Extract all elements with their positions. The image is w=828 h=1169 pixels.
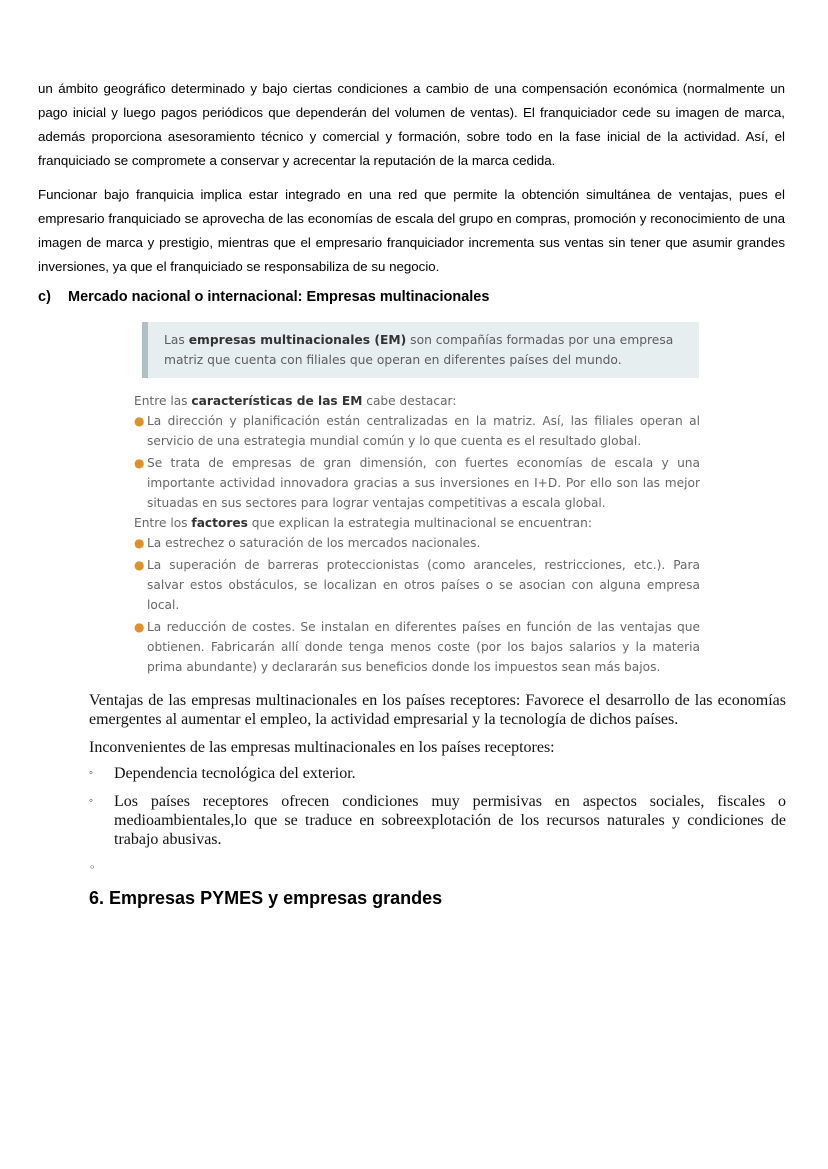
list-item-text: La dirección y planificación están centralizadas en la matriz. Así, las filiales operan al servicio de una estrategia mundial común y lo que cuenta es el resultado global. xyxy=(147,414,700,448)
factors-list xyxy=(134,533,700,677)
factors-intro-suffix: que explican la estrategia multinacional se encuentran: xyxy=(247,516,592,530)
list-item xyxy=(134,533,700,553)
characteristics-intro-prefix: Entre las xyxy=(134,394,192,408)
disadvantages-intro: Inconvenientes de las empresas multinacionales en los países receptores: xyxy=(89,739,555,756)
bullet-icon: ● xyxy=(134,536,145,550)
section-c-label: c) xyxy=(38,289,51,305)
empty-bullet-icon: ◦ xyxy=(89,861,96,874)
circle-bullet-icon: ◦ xyxy=(89,767,93,779)
factors-intro-prefix: Entre los xyxy=(134,516,192,530)
list-item xyxy=(134,617,700,677)
list-item-text: Los países receptores ofrecen condiciones muy permisivas en aspectos sociales, fiscales o medioambientales,lo que se traduce en sobreexplotación de los recursos naturales y condiciones de trabajo abusivas. xyxy=(114,793,786,848)
characteristics-list xyxy=(134,411,700,513)
list-item xyxy=(134,411,700,451)
factors-intro-bold: factores xyxy=(191,516,248,530)
list-item-text: Se trata de empresas de gran dimensión, con fuertes economías de escala y una importante actividad innovadora gracias a sus inversiones en I+D. Por ello son las mejor situadas en sus sectores para lograr ventajas competitivas a escala global. xyxy=(147,456,700,510)
list-item xyxy=(89,792,786,849)
section-c-title: Mercado nacional o internacional: Empresas multinacionales xyxy=(68,289,490,305)
franchise-paragraph-1: un ámbito geográfico determinado y bajo ciertas condiciones a cambio de una compensación económica (normalmente un pago inicial y luego pagos periódicos que dependerán del volumen de ventas). El franquiciador cede su imagen de marca, además proporciona asesoramiento técnico y comercial y formación, sobre todo en la fase inicial de la actividad. Así, el franquiciado se compromete a conservar y acrecentar la reputación de la marca cedida. xyxy=(38,81,785,168)
definition-suffix: son compañías formadas por una empresa matriz que cuenta con filiales que operan en diferentes países del mundo. xyxy=(164,333,674,367)
bullet-icon: ● xyxy=(134,414,145,428)
bullet-icon: ● xyxy=(134,558,145,572)
definition-callout xyxy=(142,322,699,378)
list-item-text: La estrechez o saturación de los mercados nacionales. xyxy=(147,536,481,550)
list-item xyxy=(134,555,700,615)
textbook-excerpt xyxy=(134,391,700,677)
bullet-icon: ● xyxy=(134,456,145,470)
section-6-title: 6. Empresas PYMES y empresas grandes xyxy=(89,888,443,908)
list-item-text: La superación de barreras proteccionistas (como aranceles, restricciones, etc.). Para salvar estos obstáculos, se localizan en otros países o se asocian con alguna empresa local. xyxy=(147,558,700,612)
list-item-text: Dependencia tecnológica del exterior. xyxy=(114,765,356,782)
disadvantages-list xyxy=(89,764,786,849)
definition-term: empresas multinacionales (EM) xyxy=(188,333,407,347)
factors-intro xyxy=(134,513,700,533)
definition-prefix: Las xyxy=(164,333,189,347)
characteristics-intro-suffix: cabe destacar: xyxy=(362,394,457,408)
list-item xyxy=(89,764,786,783)
advantages-paragraph: Ventajas de las empresas multinacionales en los países receptores: Favorece el desarrollo de las economías emergentes al aumentar el empleo, la actividad empresarial y la tecnología de dichos países. xyxy=(89,692,786,728)
definition-text xyxy=(164,330,694,370)
franchise-paragraph-2: Funcionar bajo franquicia implica estar integrado en una red que permite la obtención simultánea de ventajas, pues el empresario franquiciado se aprovecha de las economías de escala del grupo en compras, promoción y reconocimiento de una imagen de marca y prestigio, mientras que el empresario franquiciador incrementa sus ventas sin tener que asumir grandes inversiones, ya que el franquiciado se responsabiliza de su negocio. xyxy=(38,187,785,274)
bullet-icon: ● xyxy=(134,620,145,634)
section-c-heading xyxy=(38,289,489,305)
characteristics-intro xyxy=(134,391,700,411)
circle-bullet-icon: ◦ xyxy=(89,795,93,807)
list-item xyxy=(134,453,700,513)
list-item-text: La reducción de costes. Se instalan en diferentes países en función de las ventajas que obtienen. Fabricarán allí donde tenga menos coste (por los bajos salarios y la materia prima abundante) y declararán sus beneficios donde los impuestos sean más bajos. xyxy=(147,620,700,674)
characteristics-intro-bold: características de las EM xyxy=(191,394,363,408)
